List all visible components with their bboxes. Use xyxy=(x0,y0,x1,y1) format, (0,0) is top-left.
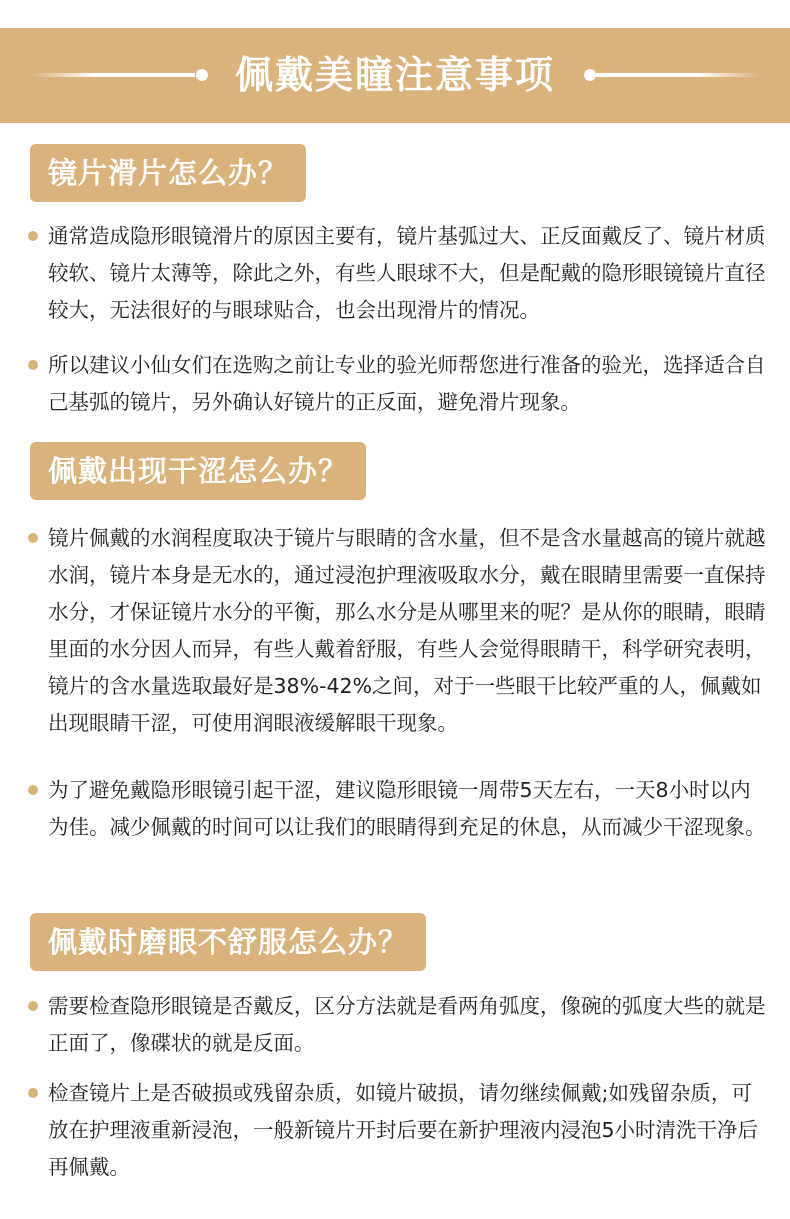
banner-line-right xyxy=(596,73,761,77)
paragraph xyxy=(28,1075,768,1186)
paragraph-text: 检查镜片上是否破损或残留杂质，如镜片破损，请勿继续佩戴;如残留杂质，可放在护理液重新浸泡，一般新镜片开封后要在新护理液内浸泡5小时清洗干净后再佩戴。 xyxy=(48,1081,759,1179)
paragraph-text: 所以建议小仙女们在选购之前让专业的验光师帮您进行准备的验光，选择适合自己基弧的镜片，另外确认好镜片的正反面，避免滑片现象。 xyxy=(48,353,766,414)
section-heading-discomfort: 佩戴时磨眼不舒服怎么办？ xyxy=(30,913,426,971)
title-banner xyxy=(0,28,790,123)
paragraph-text: 需要检查隐形眼镜是否戴反，区分方法就是看两角弧度，像碗的弧度大些的就是正面了，像碟状的就是反面。 xyxy=(48,994,766,1055)
page-title: 佩戴美瞳注意事项 xyxy=(234,53,555,97)
paragraph xyxy=(28,218,768,329)
section-heading-dryness: 佩戴出现干涩怎么办？ xyxy=(30,442,366,500)
banner-dot-right xyxy=(584,69,596,81)
bullet-icon xyxy=(28,1001,38,1011)
bullet-icon xyxy=(28,231,38,241)
bullet-icon xyxy=(28,533,38,543)
section-heading-lens-slip: 镜片滑片怎么办？ xyxy=(30,144,306,202)
bullet-icon xyxy=(28,1088,38,1098)
paragraph xyxy=(28,988,768,1062)
paragraph-text: 镜片佩戴的水润程度取决于镜片与眼睛的含水量，但不是含水量越高的镜片就越水润，镜片本身是无水的，通过浸泡护理液吸取水分，戴在眼睛里需要一直保持水分，才保证镜片水分的平衡，那么水分是从哪里来的呢？是从你的眼睛，眼睛里面的水分因人而异，有些人戴着舒服，有些人会觉得眼睛干，科学研究表明，镜片的含水量选取最好是38%-42%之间，对于一些眼干比较严重的人，佩戴如出现眼睛干涩，可使用润眼液缓解眼干现象。 xyxy=(48,526,766,735)
paragraph xyxy=(28,520,768,742)
paragraph-text: 为了避免戴隐形眼镜引起干涩，建议隐形眼镜一周带5天左右，一天8小时以内为佳。减少佩戴的时间可以让我们的眼睛得到充足的休息，从而减少干涩现象。 xyxy=(48,778,766,839)
paragraph xyxy=(28,347,768,421)
paragraph-text: 通常造成隐形眼镜滑片的原因主要有，镜片基弧过大、正反面戴反了、镜片材质较软、镜片太薄等，除此之外，有些人眼球不大，但是配戴的隐形眼镜镜片直径较大，无法很好的与眼球贴合，也会出现滑片的情况。 xyxy=(48,224,766,322)
paragraph xyxy=(28,772,768,846)
bullet-icon xyxy=(28,785,38,795)
bullet-icon xyxy=(28,360,38,370)
